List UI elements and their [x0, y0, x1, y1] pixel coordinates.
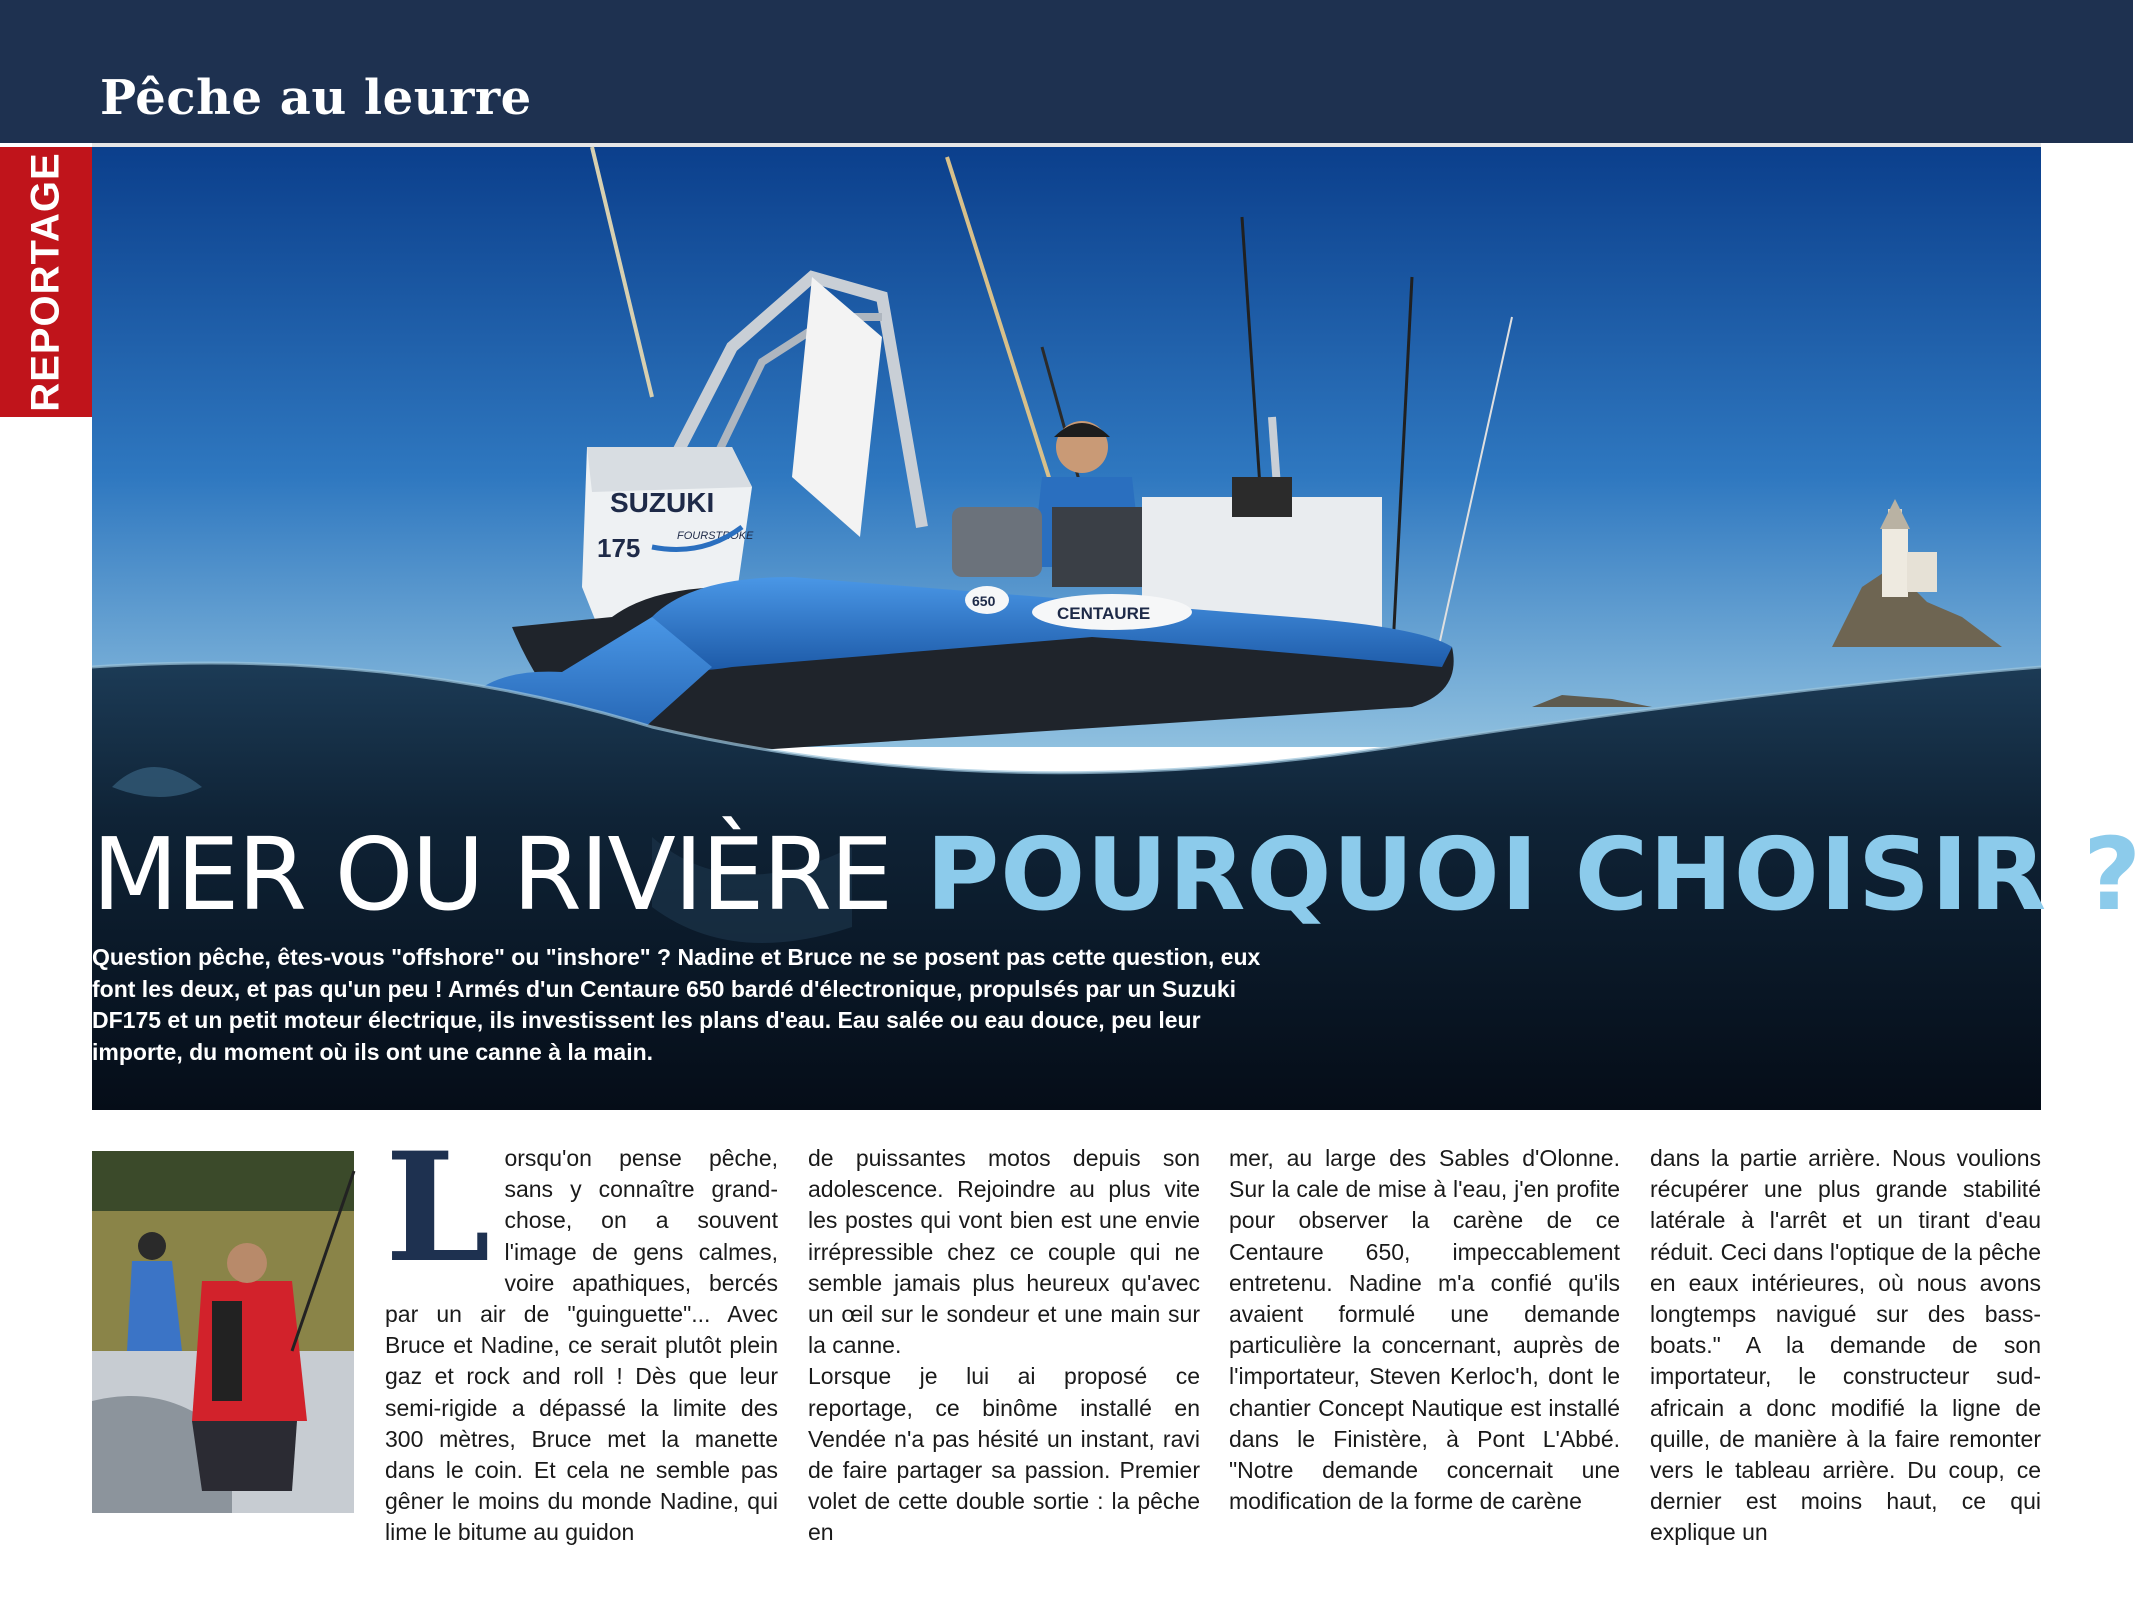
- boat-number: 650: [972, 593, 996, 609]
- motor-sub: FOURSTROKE: [677, 530, 754, 542]
- motor-model: 175: [597, 533, 641, 563]
- section-tab: [0, 147, 92, 417]
- article-column-3: [1229, 1143, 1620, 1523]
- article-column-2: [808, 1143, 1200, 1546]
- article-column-1: [385, 1120, 778, 1546]
- column-2-text-a: de puissantes motos depuis son adolescence. Rejoindre au plus vite les postes qui vont bien est une envie irrépressible chez ce couple qui ne semble jamais plus heureux qu'avec un œil sur le sondeur et une main sur la canne.: [808, 1145, 1200, 1359]
- column-4-text: dans la partie arrière. Nous voulions récupérer une plus grande stabilité latérale à l'arrêt et un tirant d'eau réduit. Ceci dans l'optique de la pêche en eaux intérieures, où nous avons longtemps navigué sur des bass-boats." A la demande de son importateur, le constructeur sud-africain a donc modifié la ligne de quille, de manière à la faire remonter vers le tableau arrière. Du coup, ce dernier est moins haut, ce qui explique un: [1650, 1145, 2041, 1546]
- boat-name: CENTAURE: [1057, 604, 1151, 623]
- section-tab-label: REPORTAGE: [23, 152, 68, 412]
- rubric-title: Pêche au leurre: [100, 70, 532, 126]
- headline: [92, 816, 2142, 933]
- intro-paragraph: Question pêche, êtes-vous "offshore" ou "inshore" ? Nadine et Bruce ne se posent pas cette question, eux font les deux, et pas qu'un peu ! Armés d'un Centaure 650 bardé d'électronique, propulsés par un Suzuki DF175 et un petit moteur électrique, ils investissent les plans d'eau. Eau salée ou eau douce, peu leur importe, du moment où ils ont une canne à la main.: [92, 944, 1261, 1065]
- column-1-text: orsqu'on pense pêche, sans y connaître grand-chose, on a souvent l'image de gens calmes, voire apathiques, bercés par un air de "guinguette"... Avec Bruce et Nadine, ce serait plutôt plein gaz et rock and roll ! Dès que leur semi-rigide a dépassé la limite des 300 mètres, Bruce met la manette dans le coin. Et cela ne semble pas gêner le moins du monde Nadine, qui lime le bitume au guidon: [385, 1145, 778, 1546]
- headline-light: MER OU RIVIÈRE: [92, 816, 892, 933]
- column-3-text: mer, au large des Sables d'Olonne. Sur la cale de mise à l'eau, j'en profite pour observer la carène de ce Centaure 650, impeccablement entretenu. Nadine m'a confié qu'ils avaient formulé une demande particulière la concernant, auprès de l'importateur, Steven Kerloc'h, dont le chantier Concept Nautique est installé dans le Finistère, à Pont L'Abbé. "Notre demande concernait une modification de la forme de carène: [1229, 1145, 1620, 1515]
- article-column-4: [1650, 1143, 2041, 1546]
- fishing-photo: [92, 1151, 354, 1513]
- column-2-text-b: Lorsque je lui ai proposé ce reportage, ce binôme installé en Vendée n'a pas hésité un instant, ravi de faire partager sa passion. Premier volet de cette double sortie : la pêche en: [808, 1363, 1200, 1546]
- drop-cap: L: [385, 1120, 491, 1296]
- fishing-illustration: [92, 1151, 354, 1513]
- headline-bold: POURQUOI CHOISIR ?: [925, 816, 2142, 933]
- motor-brand: SUZUKI: [610, 487, 715, 518]
